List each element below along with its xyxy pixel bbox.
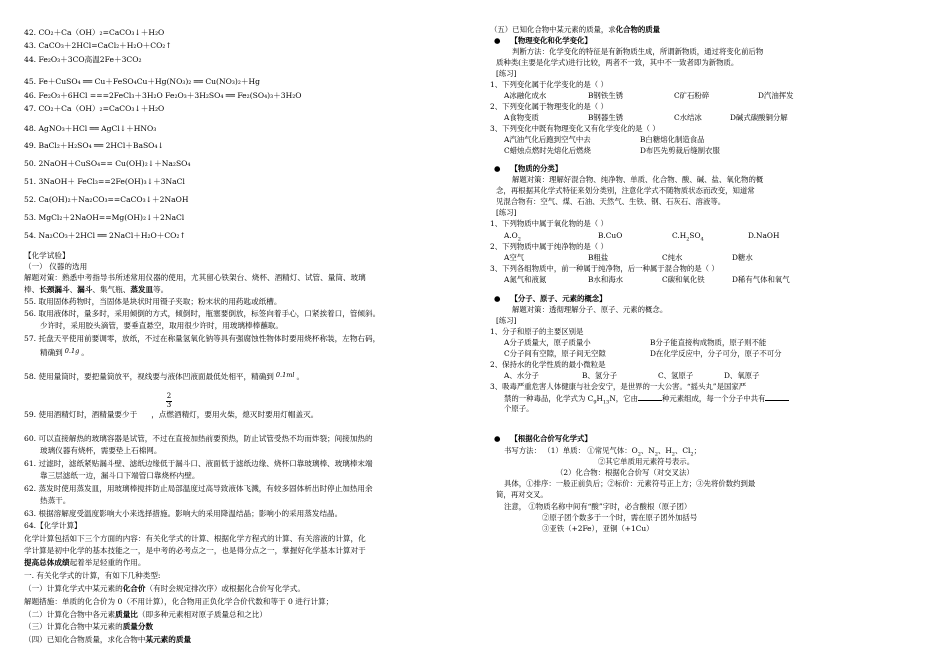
paragraph-line: 判断方法：化学变化的特征是有新物质生成，所谓新物质，通过将变化前后物 [512, 47, 764, 56]
section-heading-experiment: 【化学试验】 [24, 251, 70, 260]
option: B钢铁生锈 [588, 91, 623, 100]
item-64: 64.【化学计算】 [24, 521, 82, 530]
section-heading-physical-chemical-change: ● 【物理变化和化学变化】 [494, 36, 592, 45]
option: C碳和氧化铁 [662, 275, 705, 284]
option: $C.H_2SO_4$ [672, 231, 704, 243]
section-heading-molecule-atom-element: ● 【分子、原子、元素的概念】 [494, 294, 607, 303]
equation-48: 48. AgNO₃＋HCl ══ AgCl↓＋HNO₃ [24, 124, 157, 133]
item-63: 63. 根据溶解度受温度影响大小来选择措施。影响大的采用降温结晶；影响小的采用蒸发结晶。 [24, 509, 343, 518]
item-60-cont: 玻璃仪器有烧杯，需要垫上石棉网。 [40, 446, 162, 455]
equation-43: 43. CaCO₃＋2HCl=CaCl₂＋H₂O＋CO₂↑ [24, 41, 172, 50]
paragraph-line: 具体，①排序：一般正前负后；②标价：元素符号正上方；③先将价数约到最 [504, 479, 756, 488]
paragraph-line: 解题对策：透彻理解分子、原子、元素的概念。 [512, 305, 668, 314]
practice-label: [练习] [496, 208, 517, 217]
equation-49: 49. BaCl₂＋H₂SO₄ ══ 2HCl＋BaSO₄↓ [24, 141, 164, 150]
item-62-cont: 热蒸干。 [40, 496, 71, 505]
option: A汽油气化后跑到空气中去 [504, 135, 591, 144]
option: C纯水 [662, 253, 683, 262]
paragraph-line: （四）已知化合物质量，求化合物中某元素的质量 [24, 635, 192, 644]
equation-54: 54. Na₂CO₃＋2HCl ══ 2NaCl＋H₂O＋CO₂↑ [24, 231, 186, 240]
paragraph-line: 学计算是初中化学的基本技能之一，是中考的必考点之一，也是得分点之一，掌握好化学基本计算对于 [24, 546, 366, 555]
note-line: ②原子团个数多于一个时，需在原子团外加括号 [542, 513, 698, 522]
bold-term: 蒸发皿 [130, 285, 154, 294]
option: A分子质量大，原子质量小 [504, 338, 591, 347]
question-2: 2、下列物质中属于纯净物的是（ ） [490, 242, 608, 251]
option: C、氢原子 [658, 371, 694, 380]
option: D碱式碳酸铜分解 [730, 113, 788, 122]
question-3-cont: 禁的一种毒品，化学式为 $C_9H_{13}N$，它由 种元素组成，每一个分子中共有 [504, 393, 789, 407]
option: B钢器生锈 [588, 113, 623, 122]
section-heading-formula-from-valence: ● 【根据化合价写化学式】 [494, 434, 592, 443]
subheading-instrument-selection: （一） 仪器的选用 [24, 262, 88, 271]
paragraph-line: （二）计算化合物中各元素质量比（即多种元素相对原子质量总和之比） [24, 610, 267, 619]
paragraph-line: 念，再根据其化学式特征来划分类别，注意化学式不随物质状态而改变，知道常 [496, 186, 755, 195]
paragraph-line: 见混合物有：空气、煤、石油、天然气、生铁、钢、石灰石、溶液等。 [496, 197, 726, 206]
paragraph-line: 解题对策：熟悉中考指导书所述常用仪器的使用，尤其留心铁架台、烧杯、酒精灯、试管、量筒、玻璃 [24, 273, 366, 282]
option: A食物变质 [504, 113, 539, 122]
item-61-cont: 靠三层滤纸一边，漏斗口下端管口靠烧杯内壁。 [40, 471, 200, 480]
option: D在化学反应中，分子可分，原子不可分 [650, 349, 782, 358]
equation-45: 45. Fe＋CuSO₄ ══ Cu＋FeSO₄Cu＋Hg(NO₃)₂ ══ Cu(NO₃)₂＋Hg [24, 77, 260, 86]
question-3-cont: 个原子。 [504, 404, 534, 413]
paragraph-line: ②其它单质用元素符号表示。 [598, 457, 695, 466]
option: B、氢分子 [582, 371, 617, 380]
question-1: 1、分子和原子的主要区别是 [490, 327, 584, 336]
item-60: 60. 可以直接解热的玻璃容器是试管，不过在直接加热前要预热，防止试管受热不均而炸裂；间接加热的 [24, 434, 373, 443]
option: C水结冰 [674, 113, 702, 122]
paragraph-line: 棒、长颈漏斗、漏斗、集气瓶、蒸发皿等。 [24, 285, 169, 294]
practice-label: [练习] [496, 316, 517, 325]
bold-term: 漏斗 [77, 285, 93, 294]
option: B分子能直接构成物质，原子则不能 [650, 338, 767, 347]
option: C分子间有空隙，原子间无空隙 [504, 349, 606, 358]
option: D、氧原子 [724, 371, 760, 380]
option: D汽油挥发 [758, 91, 794, 100]
paragraph-line: 一. 有关化学式的计算，有如下几种类型: [24, 571, 161, 580]
paragraph-line: 提高总体成绩起着举足轻重的作用。 [24, 558, 146, 567]
bold-term: 长颈漏斗 [39, 285, 70, 294]
option: A、水分子 [504, 371, 539, 380]
option: $A.O_2$ [504, 231, 521, 243]
paragraph-line: （2）化合物：根据化合价写（对交叉法） [556, 468, 694, 477]
paragraph-line: 化学计算包括如下三个方面的内容：有关化学式的计算、根据化学方程式的计算、有关溶液的计算，化 [24, 534, 366, 543]
option: D糖水 [732, 253, 753, 262]
equation-44: 44. Fe₂O₃＋3CO高温2Fe＋3CO₂ [24, 55, 142, 64]
equation-46: 46. Fe₂O₃＋6HCl ===2FeCl₃＋3H₂O Fe₂O₃＋3H₂SO₄ ══ Fe₂(SO₄)₃＋3H₂O [24, 91, 302, 100]
paragraph-line: 解题对策：理解好混合物、纯净物、单质、化合物、酸、碱、盐、氧化物的概 [512, 175, 764, 184]
section-heading-classification: ● 【物质的分类】 [494, 164, 563, 173]
item-58: 58. 使用量筒时，要把量筒放平，视线要与液体凹液面最低处相平，精确到 0.1ml 。 [24, 371, 305, 381]
option: A氮气和液氮 [504, 275, 547, 284]
option: B白糖熔化制造食品 [640, 135, 705, 144]
option: B粗盐 [588, 253, 609, 262]
question-2: 2、保持水的化学性质的最小微粒是 [490, 360, 606, 369]
paragraph-line: 质种类(主要是化学式)进行比较，两者不一致，其中不一致者即为新物质。 [496, 58, 739, 67]
equation-51: 51. 3NaOH＋ FeCl₃==2Fe(OH)₃↓＋3NaCl [24, 177, 185, 186]
paragraph-line: 解题措施：单质的化合价为 0（不用计算），化合物用正负化学合价代数和等于 0 进行计算； [24, 597, 334, 606]
item-55: 55. 取用固体药物时，当固体是块状时用镊子夹取；粉末状的用药匙或纸槽。 [24, 297, 282, 306]
question-1: 1、下列物质中属于氧化物的是（ ） [490, 219, 608, 228]
question-3: 3、下列各组物质中，前一种属于纯净物，后一种属于混合物的是（ ） [490, 264, 719, 273]
fraction-two-thirds: 2 3 [166, 392, 172, 409]
item-57-cont: 精确到 0.1g 。 [40, 347, 89, 357]
paragraph-line: 书写方法： （1）单质： ①常见气体：$O_2$、$N_2$、$H_2$、$Cl_2$； [504, 446, 701, 458]
equation-53: 53. MgCl₂＋2NaOH==Mg(OH)₂↓＋2NaCl [24, 213, 185, 222]
option: D布匹先剪裁后缝制衣服 [640, 146, 720, 155]
question-2: 2、下列变化属于物理变化的是（ ） [490, 102, 608, 111]
option: D稀有气体和氧气 [732, 275, 790, 284]
option: A冰融化成水 [504, 91, 547, 100]
equation-50: 50. 2NaOH＋CuSO₄== Cu(OH)₂↓＋Na₂SO₄ [24, 159, 191, 168]
item-56-cont: 少许时，采用胶头滴管，要垂直悬空，取用很少许时，用玻璃棒棒蘸取。 [40, 321, 283, 330]
item-62: 62. 蒸发时使用蒸发皿，用玻璃棒搅拌防止局部温度过高导致液体飞溅，有较多固体析出时停止加热用余 [24, 484, 373, 493]
note-line: 注意， ①物质名称中间有“酸”字时，必含酸根（原子团） [504, 502, 692, 511]
equation-42: 42. CO₂＋Ca（OH）₂=CaCO₃↓＋H₂O [24, 28, 165, 37]
note-line: ③亚铁（+2Fe），亚铜（+1Cu） [542, 524, 654, 533]
paragraph-line: （一）计算化学式中某元素的化合价（有时会规定排次序）或根据化合价写化学式。 [24, 584, 305, 593]
question-1: 1、下列变化属于化学变化的是（ ） [490, 80, 608, 89]
question-3: 3、下列变化中既有物理变化又有化学变化的是（ ） [490, 124, 660, 133]
practice-label: [练习] [496, 69, 517, 78]
paragraph-line: （五）已知化合物中某元素的质量，求化合物的质量 [490, 25, 661, 34]
option: A空气 [504, 253, 525, 262]
equation-47: 47. CO₂＋Ca（OH）₂=CaCO₃↓＋H₂O [24, 104, 165, 113]
equation-52: 52. Ca(OH)₂＋Na₂CO₃==CaCO₃↓＋2NaOH [24, 195, 189, 204]
option: D.NaOH [748, 231, 780, 240]
item-57: 57. 托盘天平使用前要调零，放纸，不过在称量氢氧化钠等具有强腐蚀性物体时要用烧杯称装，左物右码， [24, 334, 381, 343]
option: C蜡烛点燃时先熔化后燃烧 [504, 146, 591, 155]
item-59: 59. 使用酒精灯时，酒精量要少于 ，点燃酒精灯，要用火柴，熄灭时要用灯帽盖灭。 [24, 410, 319, 419]
item-61: 61. 过滤时，滤纸紧贴漏斗壁、滤纸边缘低于漏斗口、液面低于滤纸边缘、烧杯口靠玻璃棒、玻璃棒末端 [24, 459, 373, 468]
paragraph-line: 简，再对交叉。 [496, 490, 548, 499]
option: B水和海水 [588, 275, 623, 284]
option: B.CuO [598, 231, 623, 240]
paragraph-line: （三）计算化合物中某元素的质量分数 [24, 622, 154, 631]
option: C矿石粉碎 [674, 91, 710, 100]
item-56: 56. 取用液体时，量多时，采用倾倒的方式，倾倒时，瓶塞要倒放，标签向着手心，口紧挨着口，管倾斜。 [24, 309, 381, 318]
question-3: 3、吸毒严重危害人体健康与社会安宁，是世界的一大公害。“摇头丸”是国家严 [490, 382, 747, 391]
